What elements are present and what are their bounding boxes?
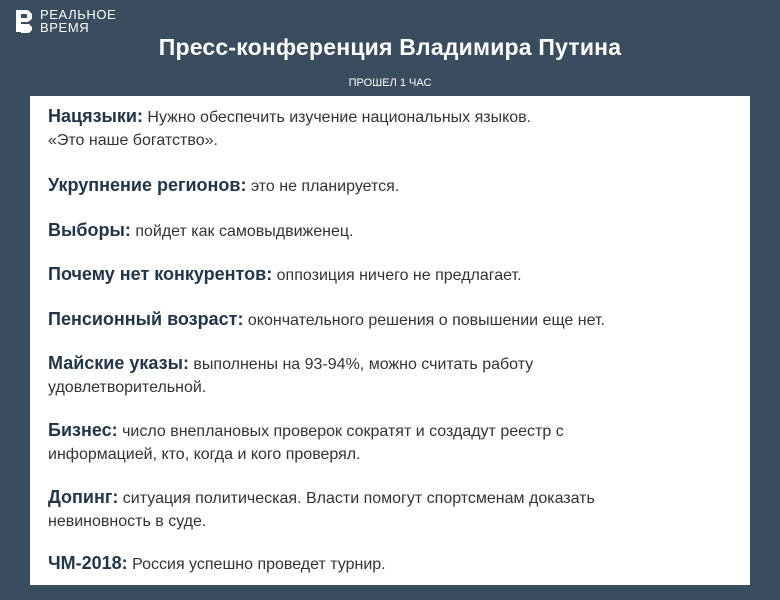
item-text: Нужно обеспечить изучение национальных языков.: [147, 109, 532, 126]
item-key: Пенсионный возраст:: [48, 309, 244, 329]
item-key: Выборы:: [48, 220, 131, 240]
brand-name-line1: РЕАЛЬНОЕ: [40, 7, 117, 22]
item-text-continued: удовлетворительной.: [48, 379, 207, 396]
list-item: [48, 308, 738, 332]
brand-name-line2: ВРЕМЯ: [40, 20, 90, 35]
page-subtitle: ПРОШЕЛ 1 ЧАС: [348, 77, 432, 89]
list-item: [48, 352, 738, 399]
list-item: [48, 552, 738, 576]
rv-logo-icon: [14, 8, 34, 34]
item-text-continued: невиновность в суде.: [48, 513, 207, 530]
item-text-continued: информацией, кто, когда и кого проверял.: [48, 446, 361, 463]
item-text: Россия успешно проведет турнир.: [132, 556, 386, 573]
list-item: [48, 105, 738, 152]
brand-name: [40, 8, 116, 34]
item-text: ситуация политическая. Власти помогут спортсменам доказать: [122, 490, 595, 507]
item-key: ЧМ-2018:: [48, 553, 128, 573]
content-card: [30, 96, 750, 585]
list-item: [48, 219, 738, 243]
item-key: Допинг:: [48, 487, 119, 507]
item-text: оппозиция ничего не предлагает.: [276, 267, 522, 284]
list-item: [48, 419, 738, 466]
item-text: окончательного решения о повышении еще нет.: [247, 312, 605, 329]
page-title: Пресс-конференция Владимира Путина: [158, 34, 622, 60]
item-text: число внеплановых проверок сократят и создадут реестр с: [122, 423, 564, 440]
item-key: Нацязыки:: [48, 106, 143, 126]
item-text: пойдет как самовыдвиженец.: [135, 223, 354, 240]
item-text: выполнены на 93-94%, можно считать работу: [193, 356, 534, 373]
item-key: Почему нет конкурентов:: [48, 264, 273, 284]
item-key: Укрупнение регионов:: [48, 175, 247, 195]
item-text: это не планируется.: [250, 178, 400, 195]
list-item: [48, 486, 738, 533]
brand-logo: [14, 8, 116, 34]
item-key: Бизнес:: [48, 420, 118, 440]
item-text-continued: «Это наше богатство».: [48, 132, 218, 149]
list-item: [48, 263, 738, 287]
item-key: Майские указы:: [48, 353, 189, 373]
list-item: [48, 174, 738, 198]
